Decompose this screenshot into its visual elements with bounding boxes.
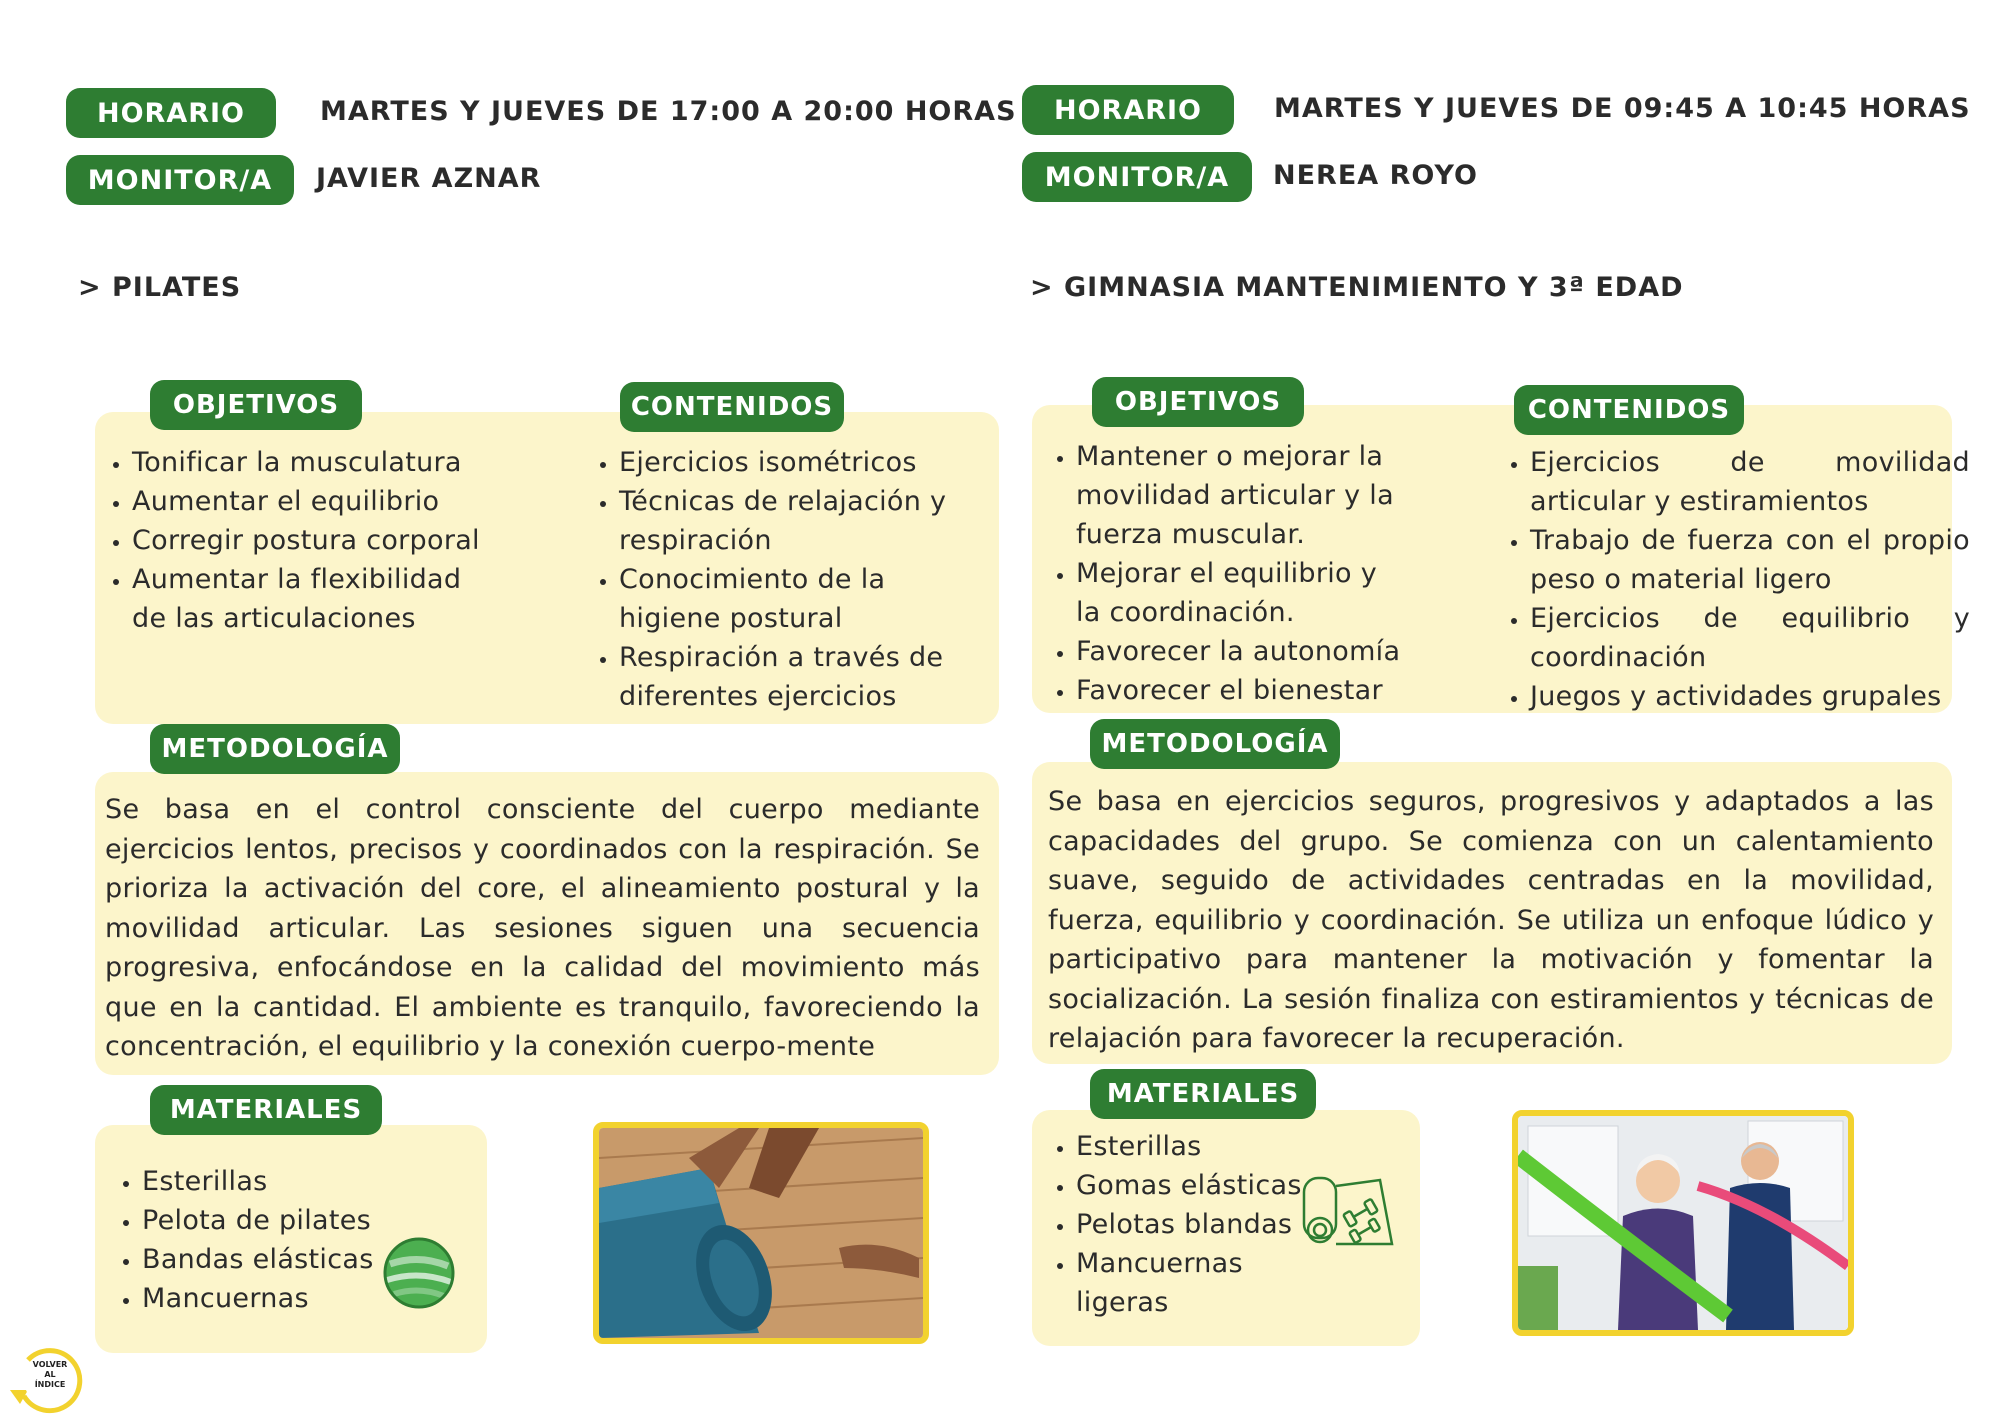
horario-badge-left: HORARIO — [66, 88, 276, 138]
list-item: • Favorecer la autonomía — [1076, 632, 1426, 671]
contenidos-badge-right: CONTENIDOS — [1514, 385, 1744, 435]
list-item: • Mantener o mejorar la movilidad articular y la fuerza muscular. — [1076, 437, 1426, 554]
pilates-mat-photo — [593, 1122, 929, 1344]
list-item: • Esterillas — [1076, 1127, 1346, 1166]
list-item: • Ejercicios de movilidad articular y estiramientos — [1530, 443, 1970, 521]
materiales-badge-right: MATERIALES — [1090, 1069, 1316, 1119]
metodologia-badge-left: METODOLOGÍA — [150, 724, 400, 774]
contenidos-badge-left: CONTENIDOS — [620, 382, 844, 432]
list-item: • Mejorar el equilibrio y la coordinación. — [1076, 554, 1406, 632]
pilates-ball-icon — [382, 1236, 456, 1310]
metodologia-text-right: Se basa en ejercicios seguros, progresivos y adaptados a las capacidades del grupo. Se comienza con un calentamiento suave, seguido de actividades centradas en la movilidad, fuerza, equilibrio y coordinación. Se utiliza un enfoque lúdico y participativo para mantener la motivación y fomentar la socialización. La sesión finaliza con estiramientos y técnicas de relajación para favorecer la recuperación. — [1048, 786, 1934, 1054]
horario-badge-right: HORARIO — [1022, 85, 1234, 135]
list-item: • Trabajo de fuerza con el propio peso o material ligero — [1530, 521, 1970, 599]
list-item: • Tonificar la musculatura — [132, 443, 522, 482]
back-to-index-button[interactable] — [6, 1346, 86, 1414]
list-item: • Corregir postura corporal — [132, 521, 522, 560]
list-item: • Pelotas blandas — [1076, 1205, 1346, 1244]
monitor-value-right: NEREA ROYO — [1273, 160, 1478, 191]
list-item: • Mancuernas ligeras — [1076, 1244, 1216, 1322]
horario-value-right: MARTES Y JUEVES DE 09:45 A 10:45 HORAS — [1274, 93, 1971, 124]
back-to-index-label: VOLVER AL ÍNDICE — [32, 1360, 68, 1389]
list-item: • Bandas elásticas — [142, 1240, 432, 1279]
activity-title-left: > PILATES — [78, 272, 242, 303]
horario-value-left: MARTES Y JUEVES DE 17:00 A 20:00 HORAS — [320, 96, 1017, 127]
monitor-badge-left: MONITOR/A — [66, 155, 294, 205]
activity-title-right: > GIMNASIA MANTENIMIENTO Y 3ª EDAD — [1030, 272, 1684, 303]
metodologia-text-left: Se basa en el control consciente del cuerpo mediante ejercicios lentos, precisos y coordinados con la respiración. Se prioriza la activación del core, el alineamiento postural y la movilidad articular. Las sesiones siguen una secuencia progresiva, enfocándose en la calidad del movimiento más que en la cantidad. El ambiente es tranquilo, favoreciendo la concentración, el equilibrio y la conexión cuerpo-mente — [105, 794, 980, 1062]
list-item: • Aumentar la flexibilidad de las articulaciones — [132, 560, 462, 638]
objetivos-badge-left: OBJETIVOS — [150, 380, 362, 430]
list-item: • Aumentar el equilibrio — [132, 482, 522, 521]
list-item: • Favorecer el bienestar — [1076, 671, 1426, 710]
contenidos-list-right — [1496, 443, 1970, 716]
list-item: • Juegos y actividades grupales — [1530, 677, 1970, 716]
list-item: • Conocimiento de la higiene postural — [619, 560, 889, 638]
list-item: • Esterillas — [142, 1162, 432, 1201]
metodologia-badge-right: METODOLOGÍA — [1090, 719, 1340, 769]
monitor-value-left: JAVIER AZNAR — [316, 163, 542, 194]
objetivos-badge-right: OBJETIVOS — [1092, 377, 1304, 427]
seniors-exercise-photo — [1512, 1110, 1854, 1336]
objetivos-list-left — [98, 443, 522, 638]
mat-dumbbell-icon — [1300, 1168, 1396, 1252]
list-item: • Ejercicios de equilibrio y coordinación — [1530, 599, 1970, 677]
materiales-badge-left: MATERIALES — [150, 1085, 382, 1135]
contenidos-list-left — [585, 443, 989, 716]
list-item: • Pelota de pilates — [142, 1201, 432, 1240]
list-item: • Respiración a través de diferentes ejercicios — [619, 638, 989, 716]
list-item: • Ejercicios isométricos — [619, 443, 989, 482]
objetivos-list-right — [1042, 437, 1426, 710]
list-item: • Mancuernas — [142, 1279, 432, 1318]
monitor-badge-right: MONITOR/A — [1022, 152, 1252, 202]
list-item: • Gomas elásticas — [1076, 1166, 1346, 1205]
list-item: • Técnicas de relajación y respiración — [619, 482, 989, 560]
